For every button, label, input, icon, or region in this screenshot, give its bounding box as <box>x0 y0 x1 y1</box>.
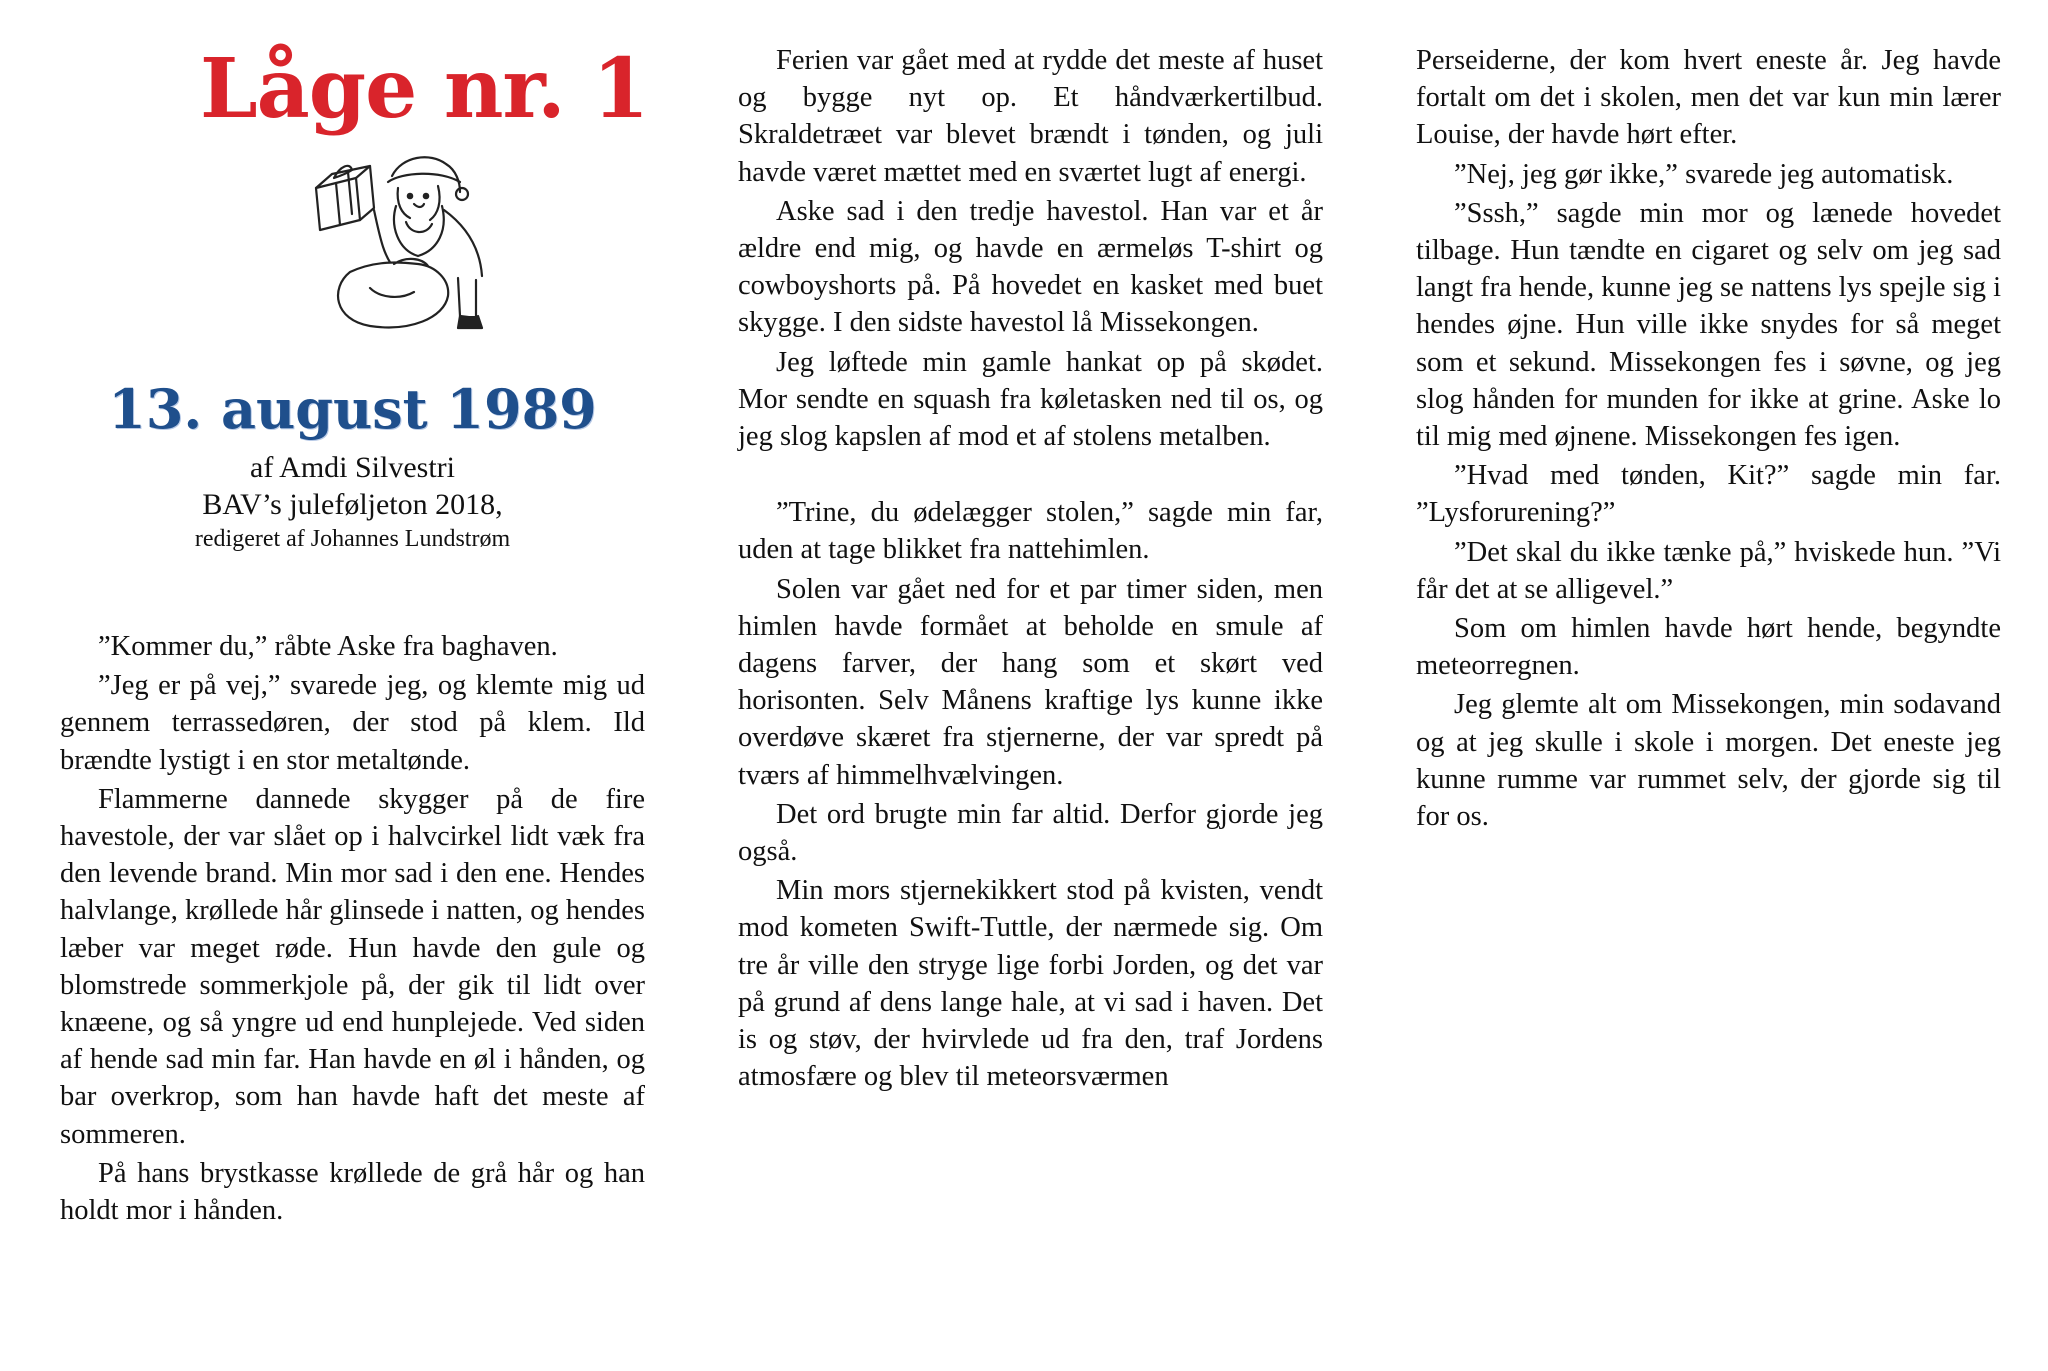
column-3-text <box>1416 42 2001 837</box>
paragraph: Jeg glemte alt om Missekongen, min sodavand og at jeg skulle i skole i morgen. Det eneste jeg kunne rumme var rummet selv, der gjorde sig til for os. <box>1416 689 2001 833</box>
column-2-text <box>738 42 1323 1097</box>
paragraph: ”Sssh,” sagde min mor og lænede hovedet tilbage. Hun tændte en cigaret og selv om jeg sad langt fra hende, kunne jeg se nattens lys spejle sig i hendes øjne. Hun ville ikke snydes for så meget som et sekund. Missekongen fes i søvne, og jeg slog hånden for munden for ikke at grine. Aske lo til mig med øjnene. Missekongen fes igen. <box>1416 197 2001 453</box>
author-line: af Amdi Silvestri <box>250 451 455 484</box>
paragraph: ”Det skal du ikke tænke på,” hviskede hun. ”Vi får det at se alligevel.” <box>1416 536 2001 605</box>
paragraph: På hans brystkasse krøllede de grå hår og han holdt mor i hånden. <box>60 1157 645 1227</box>
paragraph: Flammerne dannede skygger på de fire havestole, der var slået op i halvcirkel lidt væk fra den levende brand. Min mor sad i den ene. Hendes halvlange, krøllede hår glinsede i natten, og hendes læber var meget røde. Hun havde den gule og blomstrede sommerkjole på, der gik til lidt over knæene, og så yngre ud end hunplejede. Ved siden af hende sad min far. Han havde en øl i hånden, og bar overkrop, som han havde haft det meste af sommeren. <box>60 783 645 1150</box>
section-break <box>738 457 1323 494</box>
paragraph: Ferien var gået med at rydde det meste af huset og bygge nyt op. Et håndværkertilbud. Skraldetræet var blevet brændt i tønden, og juli havde været mættet med en sværtet lugt af energi. <box>738 45 1323 188</box>
santa-with-gift-icon <box>310 148 500 333</box>
column-1-text <box>60 628 645 1231</box>
paragraph: ”Kommer du,” råbte Aske fra baghaven. <box>98 631 558 662</box>
editor-line: redigeret af Johannes Lundstrøm <box>194 526 511 552</box>
paragraph: ”Trine, du ødelægger stolen,” sagde min far, uden at tage blikket fra nattehimlen. <box>738 497 1323 566</box>
series-line: BAV’s juleføljeton 2018, <box>202 488 503 521</box>
story-date: 13. august 1989 <box>108 377 597 441</box>
page-title: Låge nr. 1 <box>200 41 649 137</box>
paragraph: Som om himlen havde hørt hende, begyndte meteorregnen. <box>1416 613 2001 682</box>
paragraph: Det ord brugte min far altid. Derfor gjorde jeg også. <box>738 798 1323 868</box>
paragraph: Min mors stjernekikkert stod på kvisten, vendt mod kometen Swift-Tuttle, der nærmede sig. Om tre år ville den stryge lige forbi Jorden, og det var på grund af dens lange hale, at vi sad i haven. Det is og støv, der hvirvlede ud fra den, traf Jordens atmosfære og blev til meteorsværmen <box>738 875 1323 1093</box>
paragraph: Jeg løftede min gamle hankat op på skødet. Mor sendte en squash fra køletasken ned til os, og jeg slog kapslen af mod et af stolens metalben. <box>738 346 1323 453</box>
paragraph: Aske sad i den tredje havestol. Han var et år ældre end mig, og havde en ærmeløs T-shirt og cowboyshorts på. På hovedet en kasket med buet skygge. I den sidste havestol lå Missekongen. <box>738 195 1323 339</box>
paragraph: ”Nej, jeg gør ikke,” svarede jeg automatisk. <box>1454 158 1954 190</box>
paragraph: Perseiderne, der kom hvert eneste år. Jeg havde fortalt om det i skolen, men det var kun min lærer Louise, der havde hørt efter. <box>1416 45 2001 151</box>
paragraph: ”Jeg er på vej,” svarede jeg, og klemte mig ud gennem terrassedøren, der stod på klem. Ild brændte lystigt i en stor metaltønde. <box>60 670 645 776</box>
paragraph: Solen var gået ned for et par timer siden, men himlen havde formået at beholde en smule af dagens farver, der hang som et skørt ved horisonten. Selv Månens kraftige lys kunne ikke overdøve skæret fra stjernerne, der var spredt på tværs af himmelhvælvingen. <box>738 573 1323 791</box>
paragraph: ”Hvad med tønden, Kit?” sagde min far. ”Lysforurening?” <box>1416 460 2001 529</box>
